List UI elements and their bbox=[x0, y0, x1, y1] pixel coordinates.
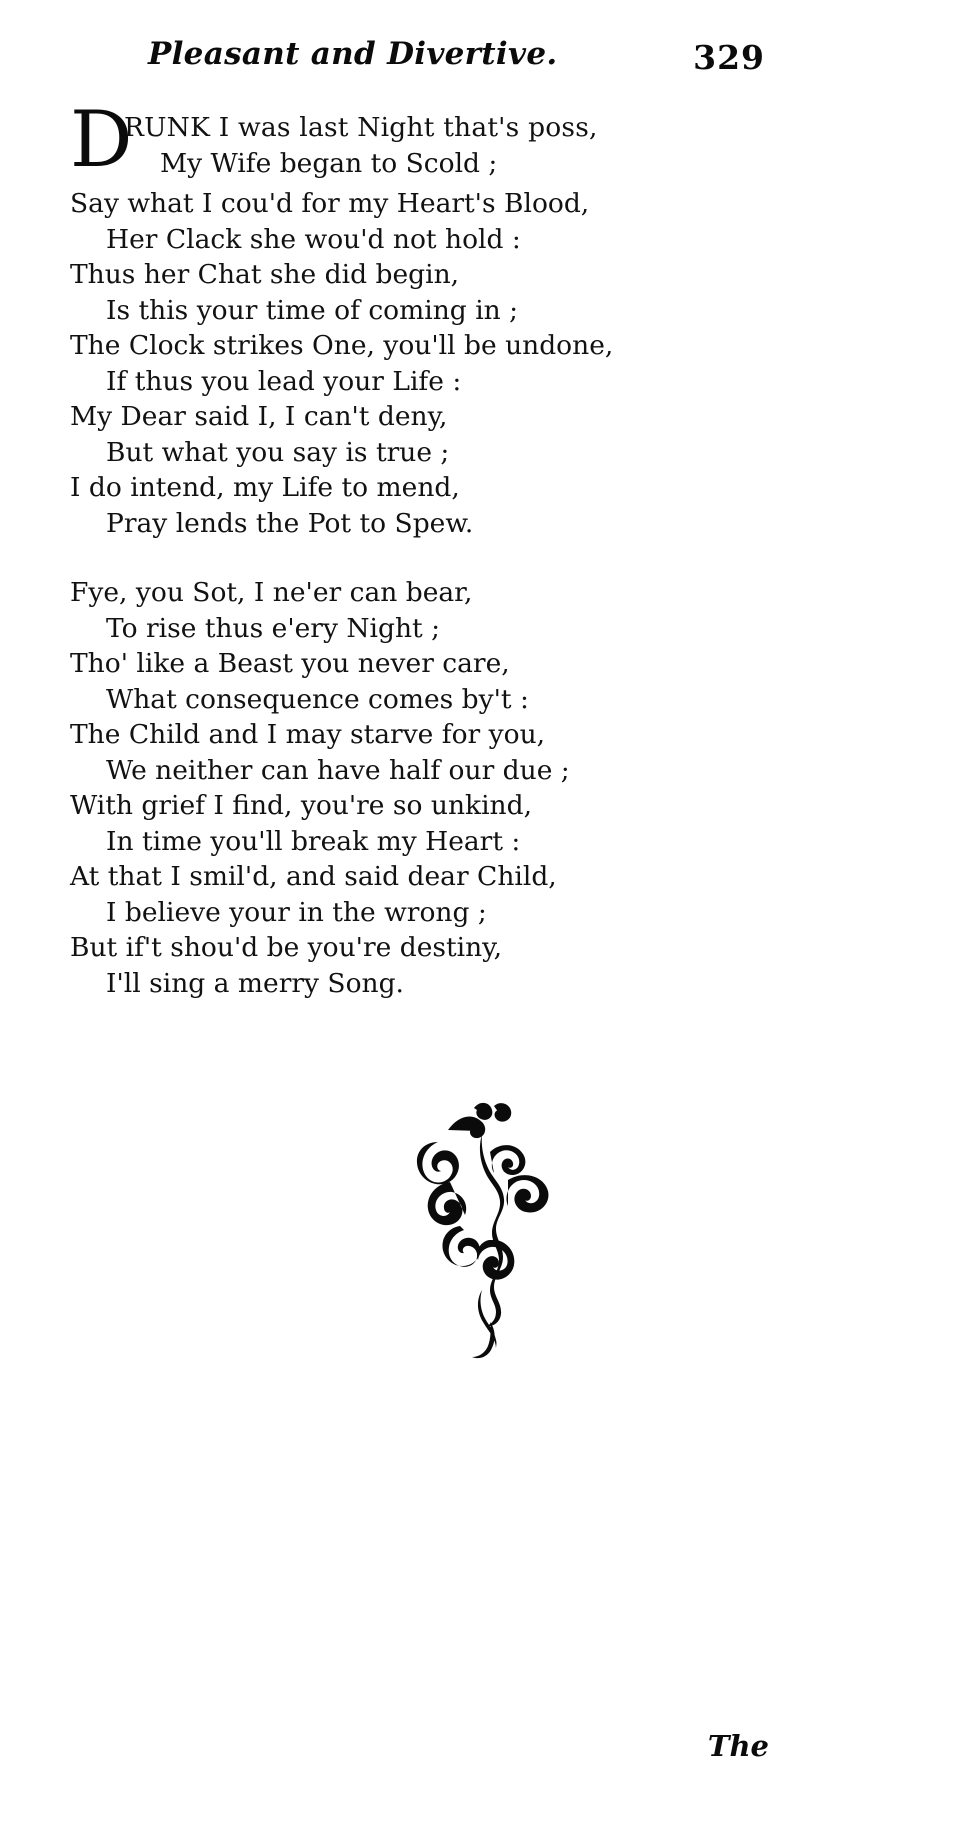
page-title: Pleasant and Divertive. bbox=[148, 36, 558, 72]
poem-line: Say what I cou'd for my Heart's Blood, bbox=[70, 188, 590, 219]
poem-line: I believe your in the wrong ; bbox=[106, 896, 487, 928]
poem-body bbox=[70, 95, 770, 1035]
poem-line: Pray lends the Pot to Spew. bbox=[106, 507, 474, 539]
poem-line: I'll sing a merry Song. bbox=[106, 967, 404, 999]
poem-line: My Wife began to Scold ; bbox=[160, 147, 498, 179]
poem-line: RUNK I was last Night that's poss, bbox=[124, 112, 598, 143]
poem-line: The Child and I may starve for you, bbox=[70, 719, 546, 750]
stanza-1 bbox=[70, 95, 770, 541]
stanza-2 bbox=[70, 575, 770, 1001]
dropcap-lines bbox=[70, 110, 770, 181]
poem-line: What consequence comes by't : bbox=[106, 683, 529, 715]
poem-line: At that I smil'd, and said dear Child, bbox=[70, 861, 557, 892]
poem-line: Thus her Chat she did begin, bbox=[70, 259, 460, 290]
poem-line: The Clock strikes One, you'll be undone, bbox=[70, 330, 614, 361]
poem-line: Tho' like a Beast you never care, bbox=[70, 648, 510, 679]
poem-line: I do intend, my Life to mend, bbox=[70, 472, 460, 503]
catchword: The bbox=[707, 1729, 769, 1763]
poem-line: We neither can have half our due ; bbox=[106, 754, 570, 786]
dropcap-block bbox=[70, 95, 770, 186]
poem-line: To rise thus e'ery Night ; bbox=[106, 612, 441, 644]
page-number: 329 bbox=[693, 38, 765, 77]
poem-line: But if't shou'd be you're destiny, bbox=[70, 932, 503, 963]
running-head bbox=[0, 36, 965, 96]
floral-vignette-ornament-icon bbox=[378, 1090, 588, 1360]
poem-line: If thus you lead your Life : bbox=[106, 365, 462, 397]
poem-line: In time you'll break my Heart : bbox=[106, 825, 521, 857]
poem-line: My Dear said I, I can't deny, bbox=[70, 401, 448, 432]
drop-cap-letter: D bbox=[70, 95, 133, 185]
poem-line: But what you say is true ; bbox=[106, 436, 450, 468]
poem-line: Fye, you Sot, I ne'er can bear, bbox=[70, 577, 473, 608]
poem-line: Her Clack she wou'd not hold : bbox=[106, 223, 521, 255]
poem-line: With grief I find, you're so unkind, bbox=[70, 790, 533, 821]
poem-line: Is this your time of coming in ; bbox=[106, 294, 519, 326]
